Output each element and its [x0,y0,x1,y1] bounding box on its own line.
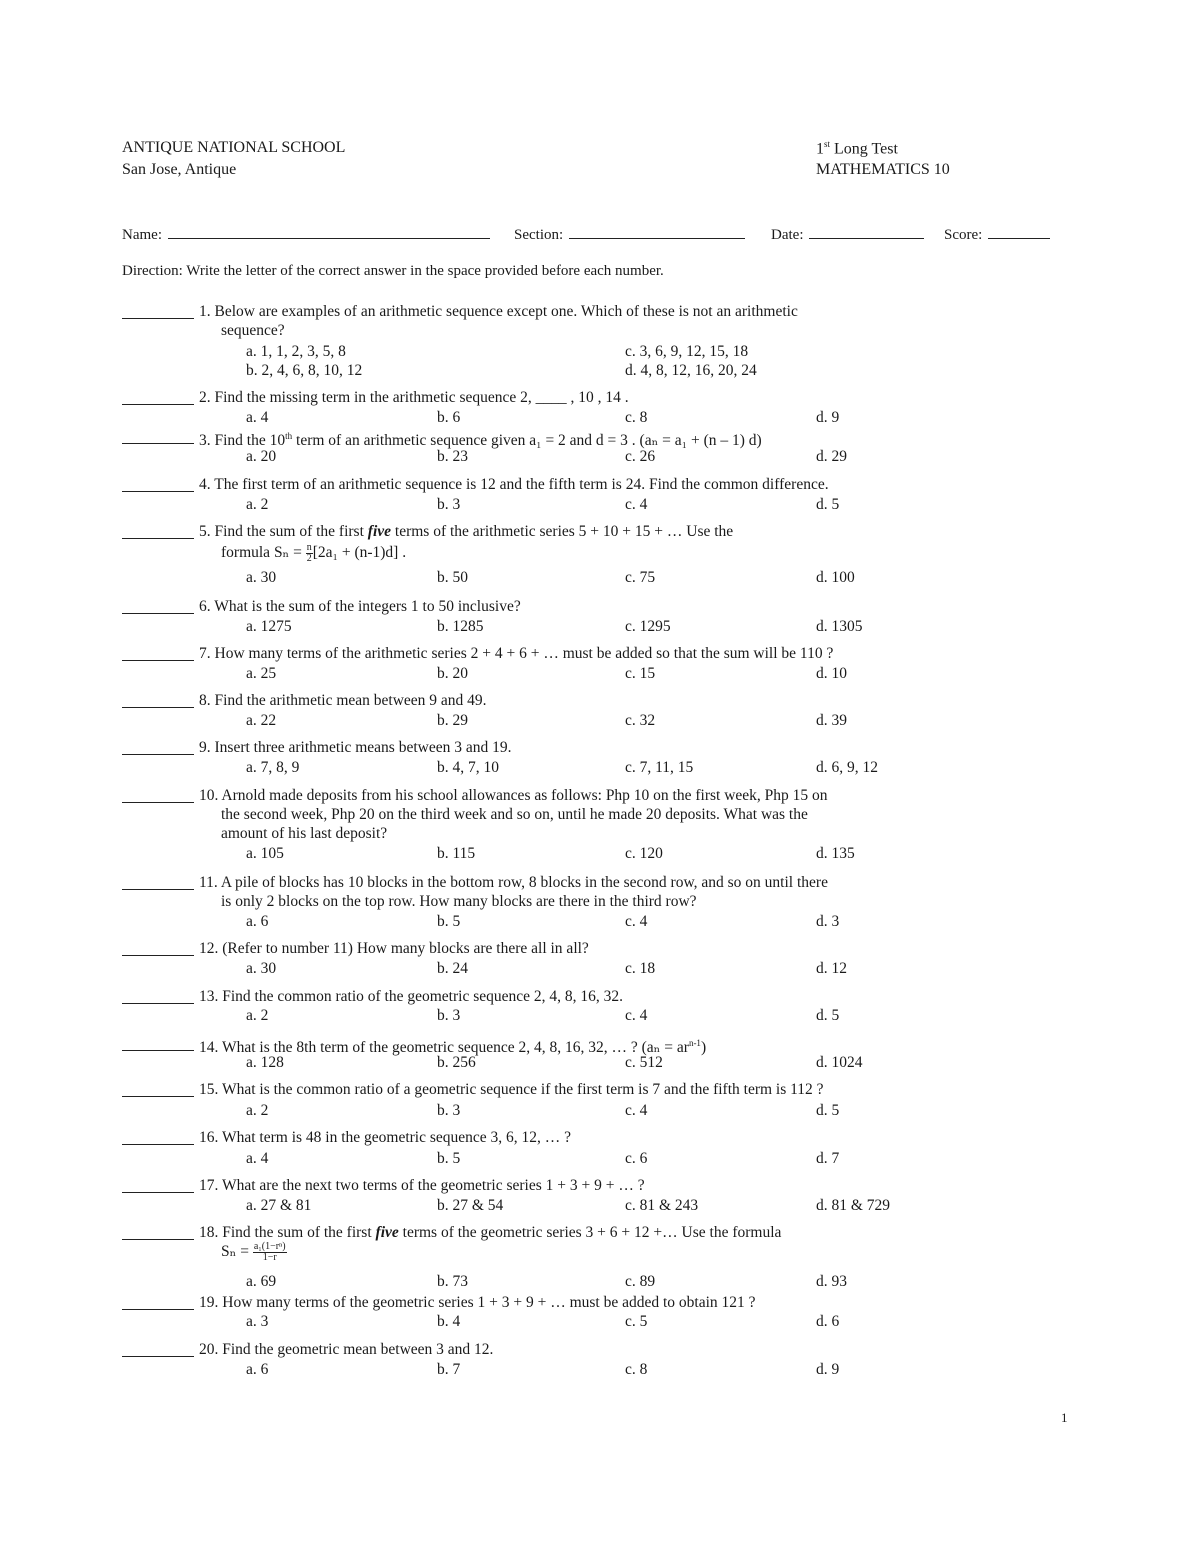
option-d: d. 6 [816,1313,840,1330]
option-a: a. 69 [246,1273,277,1290]
option-b: b. 6 [437,409,461,426]
stem-text: 6. What is the sum of the integers 1 to 50 inclusive? [199,598,521,615]
stem-emphasis: five [375,1224,399,1241]
score-label: Score: [944,227,983,243]
fraction-numerator: a₁(1−rⁿ) [253,1241,286,1252]
option-a: a. 1275 [246,618,292,635]
stem-text: 13. Find the common ratio of the geometric sequence 2, 4, 8, 16, 32. [199,988,624,1005]
question-5 [0,522,1200,588]
option-b: b. 50 [437,569,468,586]
option-d: d. 93 [816,1273,847,1290]
stem-text: 19. How many terms of the geometric series 1 + 3 + 9 + … must be added to obtain 121 ? [199,1294,756,1311]
question-2 [0,388,1200,428]
option-b: b. 23 [437,448,468,465]
question-stem [199,1223,1069,1263]
option-c: c. 18 [625,960,656,977]
test-prefix: 1 [816,140,824,158]
option-b: b. 73 [437,1273,468,1290]
option-a: a. 25 [246,665,277,682]
option-b: b. 3 [437,496,461,513]
option-c: c. 32 [625,712,656,729]
question-7 [0,644,1200,684]
option-d: d. 4, 8, 12, 16, 20, 24 [625,362,757,379]
option-c: c. 4 [625,1007,648,1024]
option-c: c. 1295 [625,618,671,635]
question-13 [0,987,1200,1027]
option-c: c. 75 [625,569,656,586]
stem-text-2: is only 2 blocks on the top row. How many blocks are there in the third row? [221,893,697,910]
answer-blank[interactable] [122,1192,194,1193]
stem-text-2: sequence? [221,322,285,339]
question-stem [199,786,1069,843]
option-d: d. 9 [816,1361,840,1378]
option-d: d. 6, 9, 12 [816,759,878,776]
option-d: d. 1024 [816,1054,863,1071]
option-c: c. 81 & 243 [625,1197,699,1214]
stem-text: 10. Arnold made deposits from his school allowances as follows: Php 10 on the first week, Php 15 on [199,787,828,804]
option-d: d. 5 [816,1007,840,1024]
stem-sup: th [285,431,293,441]
option-a: a. 6 [246,1361,269,1378]
answer-blank[interactable] [122,660,194,661]
stem-text: 9. Insert three arithmetic means between 3 and 19. [199,739,512,756]
question-4 [0,475,1200,515]
option-d: d. 9 [816,409,840,426]
formula-line [199,543,1069,564]
stem-sup: n-1 [688,1038,701,1048]
option-a: a. 20 [246,448,277,465]
option-c: c. 120 [625,845,663,862]
answer-blank[interactable] [122,1096,194,1097]
formula-pre: Sₙ = [221,1243,253,1261]
test-title [816,139,898,158]
date-blank[interactable] [809,224,924,239]
stem-post: terms of the arithmetic series 5 + 10 + 15 + … Use the [391,523,734,540]
option-c: c. 6 [625,1150,648,1167]
option-d: d. 100 [816,569,855,586]
question-stem [199,522,1069,564]
answer-blank[interactable] [122,443,194,444]
school-name: ANTIQUE NATIONAL SCHOOL [122,139,346,156]
option-c: c. 8 [625,1361,648,1378]
option-d: d. 81 & 729 [816,1197,891,1214]
option-d: d. 5 [816,1102,840,1119]
direction-text: Direction: Write the letter of the correct answer in the space provided before each number. [122,263,664,279]
stem-text: 2. Find the missing term in the arithmetic sequence 2, ____ , 10 , 14 . [199,389,629,406]
answer-blank[interactable] [122,613,194,614]
option-b: b. 115 [437,845,476,862]
option-a: a. 2 [246,1102,269,1119]
option-c: c. 512 [625,1054,663,1071]
option-a: a. 30 [246,569,277,586]
question-9 [0,738,1200,778]
question-16 [0,1128,1200,1168]
option-d: d. 135 [816,845,855,862]
option-b: b. 29 [437,712,468,729]
option-b: b. 7 [437,1361,461,1378]
option-c: c. 8 [625,409,648,426]
option-c: c. 4 [625,913,648,930]
answer-blank[interactable] [122,1050,194,1051]
name-field[interactable] [122,224,490,244]
option-a: a. 4 [246,409,269,426]
option-b: b. 1285 [437,618,484,635]
answer-blank[interactable] [122,955,194,956]
option-d: d. 10 [816,665,847,682]
section-field[interactable] [514,224,745,244]
question-17 [0,1176,1200,1216]
option-a: a. 105 [246,845,284,862]
answer-blank[interactable] [122,1356,194,1357]
formula-fraction [306,543,313,564]
date-label: Date: [771,227,804,243]
school-location: San Jose, Antique [122,161,237,178]
option-a: a. 3 [246,1313,269,1330]
option-a: a. 27 & 81 [246,1197,312,1214]
option-a: a. 6 [246,913,269,930]
answer-blank[interactable] [122,707,194,708]
option-d: d. 29 [816,448,847,465]
name-blank[interactable] [168,224,490,239]
option-a: a. 30 [246,960,277,977]
option-b: b. 2, 4, 6, 8, 10, 12 [246,362,363,379]
formula-fraction [253,1242,287,1263]
option-b: b. 3 [437,1007,461,1024]
test-suffix: Long Test [830,140,898,158]
fraction-denominator: 1−r [262,1252,277,1263]
test-sup: st [824,139,831,149]
option-d: d. 7 [816,1150,840,1167]
stem-text: 11. A pile of blocks has 10 blocks in the bottom row, 8 blocks in the second row, and so on until there [199,874,828,891]
stem-text: 15. What is the common ratio of a geometric sequence if the first term is 7 and the fifth term is 112 ? [199,1081,824,1098]
option-b: b. 27 & 54 [437,1197,504,1214]
stem-emphasis: five [367,523,392,540]
question-3 [0,427,1200,467]
answer-blank[interactable] [122,1144,194,1145]
answer-blank[interactable] [122,1309,194,1310]
option-c: c. 4 [625,496,648,513]
question-1 [0,302,1200,382]
stem-text: 8. Find the arithmetic mean between 9 and 49. [199,692,487,709]
score-blank[interactable] [988,224,1050,239]
option-c: c. 89 [625,1273,656,1290]
stem-text: 12. (Refer to number 11) How many blocks are there all in all? [199,940,589,957]
answer-blank[interactable] [122,754,194,755]
formula-line [199,1242,1069,1263]
option-c: c. 3, 6, 9, 12, 15, 18 [625,343,749,360]
option-c: c. 5 [625,1313,648,1330]
option-a: a. 7, 8, 9 [246,759,300,776]
answer-blank[interactable] [122,1239,194,1240]
option-a: a. 2 [246,496,269,513]
page-number: 1 [1061,1410,1068,1425]
stem-text: 7. How many terms of the arithmetic series 2 + 4 + 6 + … must be added so that the sum will be 110 ? [199,645,834,662]
answer-blank[interactable] [122,802,194,803]
option-c: c. 4 [625,1102,648,1119]
option-c: c. 15 [625,665,656,682]
stem-pre: 18. Find the sum of the first [199,1224,376,1241]
question-stem [199,302,1069,340]
answer-blank[interactable] [122,404,194,405]
section-label: Section: [514,227,564,243]
fraction-denominator: 2 [306,553,312,564]
option-b: b. 4 [437,1313,461,1330]
answer-blank[interactable] [122,1003,194,1004]
option-b: b. 5 [437,913,461,930]
subject-title: MATHEMATICS 10 [816,161,950,178]
option-d: d. 12 [816,960,847,977]
stem-text-3: amount of his last deposit? [221,825,388,842]
option-b: b. 5 [437,1150,461,1167]
answer-blank[interactable] [122,491,194,492]
question-20 [0,1340,1200,1380]
answer-blank[interactable] [122,889,194,890]
option-b: b. 24 [437,960,468,977]
answer-blank[interactable] [122,318,194,319]
question-11 [0,873,1200,933]
stem-text: 1. Below are examples of an arithmetic sequence except one. Which of these is not an arithmetic [199,303,798,320]
question-8 [0,691,1200,731]
question-6 [0,597,1200,637]
stem-text: 17. What are the next two terms of the geometric series 1 + 3 + 9 + … ? [199,1177,645,1194]
formula-post: [2a₁ + (n-1)d] . [312,544,407,562]
question-10 [0,786,1200,866]
stem-text-2: the second week, Php 20 on the third week and so on, until he made 20 deposits. What was the [221,806,808,823]
stem-post: terms of the geometric series 3 + 6 + 12 +… Use the formula [398,1224,782,1241]
date-field[interactable] [771,224,924,244]
formula-pre: formula Sₙ = [221,544,306,562]
name-label: Name: [122,227,162,243]
stem-text: 20. Find the geometric mean between 3 and 12. [199,1341,494,1358]
question-18 [0,1223,1200,1295]
stem-text: 16. What term is 48 in the geometric sequence 3, 6, 12, … ? [199,1129,572,1146]
question-stem [199,873,1069,911]
option-a: a. 4 [246,1150,269,1167]
option-b: b. 256 [437,1054,476,1071]
stem-post: term of an arithmetic sequence given a₁ = 2 and d = 3 . (aₙ = a₁ + (n – 1) d) [292,432,762,450]
option-b: b. 20 [437,665,468,682]
question-14 [0,1034,1200,1074]
question-15 [0,1080,1200,1120]
option-b: b. 3 [437,1102,461,1119]
option-a: a. 2 [246,1007,269,1024]
score-field[interactable] [944,224,1050,244]
question-19 [0,1293,1200,1333]
option-c: c. 7, 11, 15 [625,759,694,776]
question-12 [0,939,1200,979]
answer-blank[interactable] [122,538,194,539]
stem-pre: 5. Find the sum of the first [199,523,368,540]
section-blank[interactable] [569,224,745,239]
option-d: d. 39 [816,712,847,729]
option-b: b. 4, 7, 10 [437,759,499,776]
option-d: d. 3 [816,913,840,930]
option-a: a. 128 [246,1054,284,1071]
stem-text: 4. The first term of an arithmetic sequence is 12 and the fifth term is 24. Find the common difference. [199,476,829,493]
stem-pre: 14. What is the 8th term of the geometric sequence 2, 4, 8, 16, 32, … ? (aₙ = ar [199,1039,689,1057]
option-d: d. 5 [816,496,840,513]
option-a: a. 1, 1, 2, 3, 5, 8 [246,343,346,360]
option-a: a. 22 [246,712,277,729]
option-d: d. 1305 [816,618,863,635]
fraction-numerator: n [306,542,312,553]
stem-pre: 3. Find the 10 [199,432,286,450]
option-c: c. 26 [625,448,656,465]
stem-post: ) [700,1039,707,1057]
